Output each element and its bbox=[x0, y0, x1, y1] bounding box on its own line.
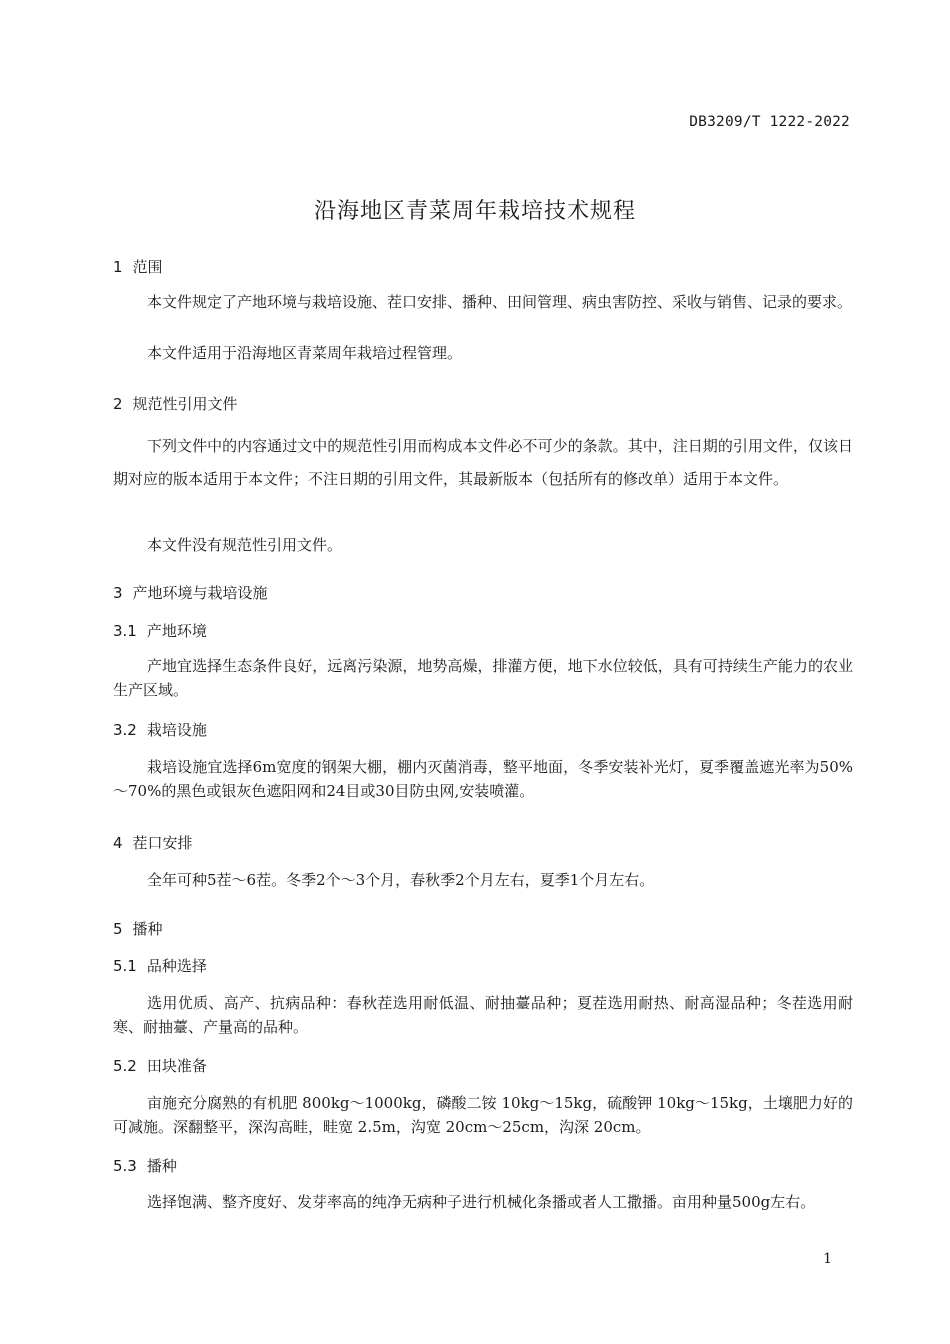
section-title: 范围 bbox=[132, 258, 163, 276]
subsection-heading-5-1 bbox=[113, 955, 207, 976]
section-number: 5.1 bbox=[113, 957, 137, 975]
section-heading-4 bbox=[113, 832, 193, 853]
subsection-heading-5-3 bbox=[113, 1155, 177, 1176]
section-title: 规范性引用文件 bbox=[132, 395, 238, 413]
paragraph-2-1: 下列文件中的内容通过文中的规范性引用而构成本文件必不可少的条款。其中，注日期的引用文件，仅该日期对应的版本适用于本文件；不注日期的引用文件，其最新版本（包括所有的修改单）适用于本文件。 bbox=[113, 437, 853, 488]
section-title: 播种 bbox=[146, 1157, 177, 1175]
section-number: 2 bbox=[113, 395, 123, 413]
paragraph-5-2: 亩施充分腐熟的有机肥 800kg～1000kg，磷酸二铵 10kg～15kg，硫酸钾 10kg～15kg，土壤肥力好的可减施。深翻整平，深沟高畦，畦宽 2.5m，沟宽 20cm～25cm，沟深 20cm。 bbox=[113, 1094, 853, 1136]
section-title: 产地环境与栽培设施 bbox=[132, 584, 268, 602]
document-number: DB3209/T 1222-2022 bbox=[689, 114, 850, 130]
paragraph-5-1: 选用优质、高产、抗病品种：春秋茬选用耐低温、耐抽薹品种；夏茬选用耐热、耐高湿品种；冬茬选用耐寒、耐抽薹、产量高的品种。 bbox=[113, 994, 853, 1036]
section-title: 播种 bbox=[132, 920, 163, 938]
paragraph-3-1: 产地宜选择生态条件良好，远离污染源，地势高燥，排灌方便，地下水位较低，具有可持续生产能力的农业生产区域。 bbox=[113, 657, 853, 699]
section-title: 栽培设施 bbox=[146, 721, 207, 739]
section-number: 3.1 bbox=[113, 622, 137, 640]
subsection-heading-5-2 bbox=[113, 1055, 207, 1076]
section-number: 5.3 bbox=[113, 1157, 137, 1175]
section-number: 1 bbox=[113, 258, 123, 276]
paragraph-4-1: 全年可种5茬～6茬。冬季2个～3个月，春秋季2个月左右，夏季1个月左右。 bbox=[147, 871, 655, 889]
section-number: 5 bbox=[113, 920, 123, 938]
subsection-heading-3-1 bbox=[113, 620, 207, 641]
paragraph-2-2: 本文件没有规范性引用文件。 bbox=[147, 536, 343, 554]
paragraph-3-2: 栽培设施宜选择6m宽度的钢架大棚，棚内灭菌消毒，整平地面，冬季安装补光灯，夏季覆盖遮光率为50%～70%的黑色或银灰色遮阳网和24目或30目防虫网,安装喷灌。 bbox=[113, 758, 853, 800]
section-heading-5 bbox=[113, 918, 163, 939]
section-title: 产地环境 bbox=[146, 622, 207, 640]
paragraph-1-1: 本文件规定了产地环境与栽培设施、茬口安排、播种、田间管理、病虫害防控、采收与销售、记录的要求。 bbox=[147, 293, 853, 311]
paragraph-1-2: 本文件适用于沿海地区青菜周年栽培过程管理。 bbox=[147, 344, 463, 362]
section-number: 5.2 bbox=[113, 1057, 137, 1075]
page-number: 1 bbox=[823, 1251, 832, 1267]
section-title: 田块准备 bbox=[146, 1057, 207, 1075]
section-number: 3 bbox=[113, 584, 123, 602]
page-title: 沿海地区青菜周年栽培技术规程 bbox=[313, 199, 636, 224]
section-title: 茬口安排 bbox=[132, 834, 193, 852]
section-heading-2 bbox=[113, 393, 238, 414]
section-number: 3.2 bbox=[113, 721, 137, 739]
paragraph-5-3: 选择饱满、整齐度好、发芽率高的纯净无病种子进行机械化条播或者人工撒播。亩用种量500g左右。 bbox=[147, 1193, 816, 1211]
subsection-heading-3-2 bbox=[113, 719, 207, 740]
section-heading-1 bbox=[113, 256, 163, 277]
section-heading-3 bbox=[113, 582, 268, 603]
section-title: 品种选择 bbox=[146, 957, 207, 975]
section-number: 4 bbox=[113, 834, 123, 852]
